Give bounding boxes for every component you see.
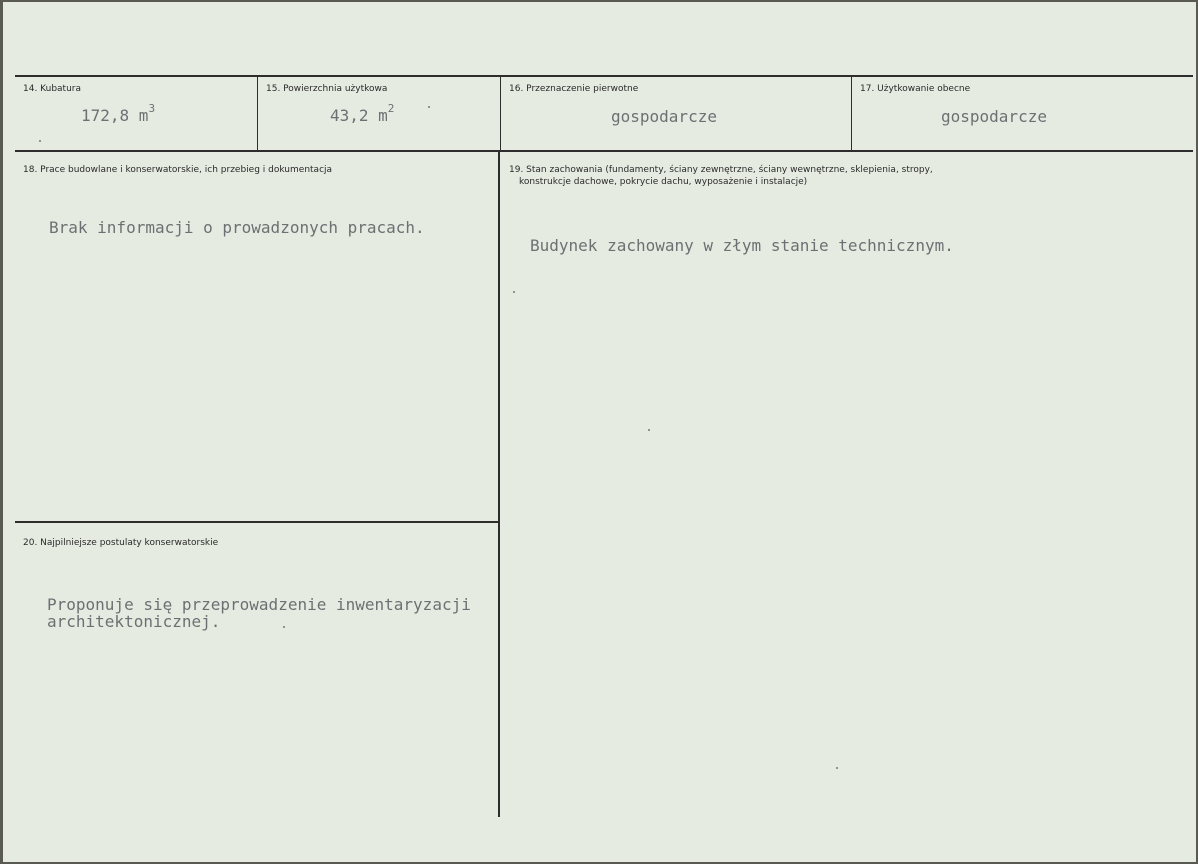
col-divider-16-17 <box>851 77 852 150</box>
label-prace: 18. Prace budowlane i konserwatorskie, ich przebieg i dokumentacja <box>23 165 333 175</box>
value-uzytkowanie: gospodarcze <box>941 107 1047 126</box>
paper-speck <box>513 291 515 293</box>
paper-speck <box>39 140 41 142</box>
text-stan: Budynek zachowany w złym stanie technicznym. <box>530 236 954 255</box>
paper-speck <box>428 106 430 108</box>
top-rule <box>15 75 1193 77</box>
value-przeznaczenie: gospodarcze <box>611 107 717 126</box>
inventory-card <box>3 2 1196 862</box>
value-kubatura: 172,8 $m^3$ <box>81 102 156 125</box>
paper-speck <box>836 767 838 769</box>
paper-speck <box>648 429 650 431</box>
label-postulaty: 20. Najpilniejsze postulaty konserwatorskie <box>23 538 219 548</box>
text-postulaty-line1: Proponuje się przeprowadzenie inwentaryzacji <box>47 595 471 614</box>
label-przeznaczenie: 16. Przeznaczenie pierwotne <box>509 84 639 94</box>
value-powierzchnia: 43,2 $m^2$ <box>330 102 395 125</box>
row-divider <box>15 150 1193 152</box>
label-kubatura: 14. Kubatura <box>23 84 82 94</box>
section-20-divider <box>15 521 499 523</box>
text-prace: Brak informacji o prowadzonych pracach. <box>49 218 425 237</box>
col-divider-15-16 <box>500 77 501 150</box>
main-vertical-divider <box>498 152 500 817</box>
col-divider-14-15 <box>257 77 258 150</box>
label-stan-line1: 19. Stan zachowania (fundamenty, ściany zewnętrzne, ściany wewnętrzne, sklepienia, stropy, <box>509 165 933 175</box>
label-uzytkowanie: 17. Użytkowanie obecne <box>860 84 971 94</box>
paper-speck <box>283 626 285 628</box>
label-powierzchnia: 15. Powierzchnia użytkowa <box>266 84 388 94</box>
label-stan-line2: konstrukcje dachowe, pokrycie dachu, wyposażenie i instalacje) <box>519 177 808 187</box>
text-postulaty-line2: architektonicznej. <box>47 612 221 631</box>
